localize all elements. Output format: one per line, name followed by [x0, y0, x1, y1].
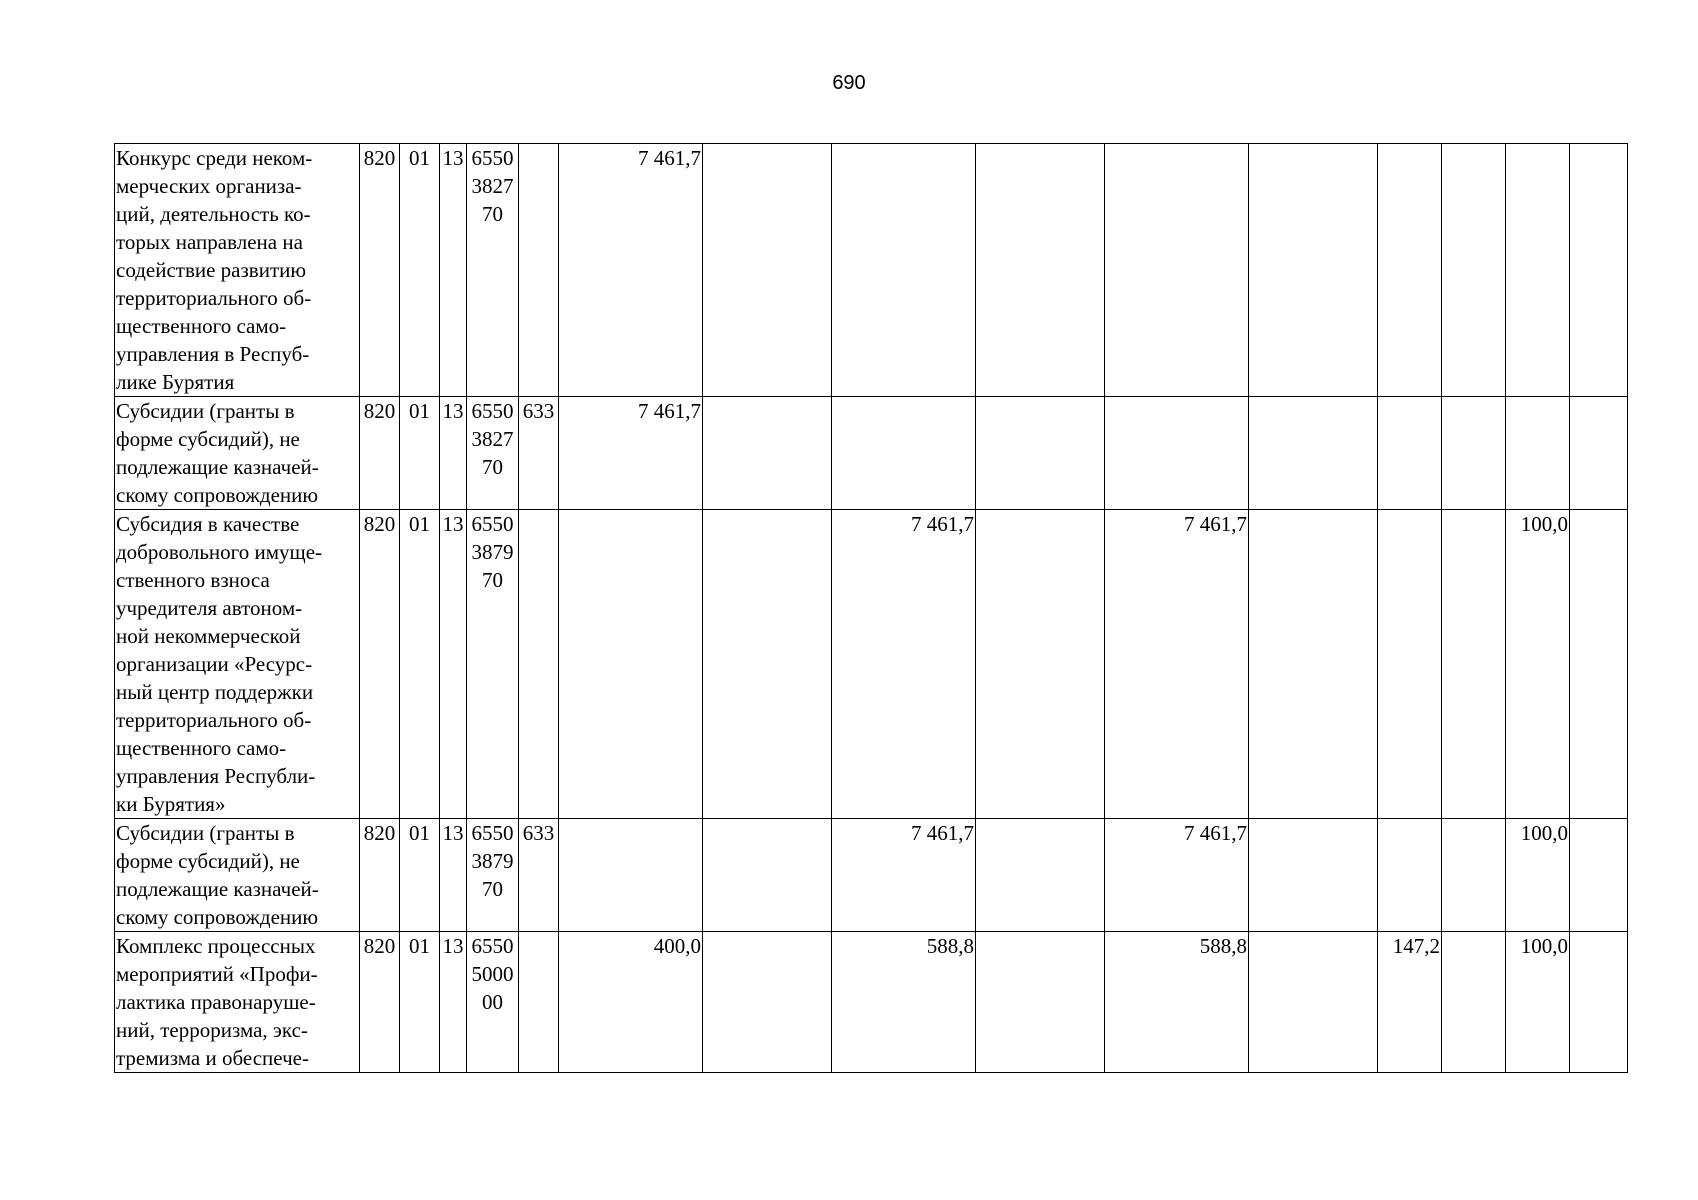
item-name-cell: Конкурс среди неком- мерческих организа- ций, деятельность ко- торых направлена на содействие развитию территориального об- щественного само- управления в Респуб- лике Бурятия	[115, 144, 360, 397]
subsection-code-cell: 13	[440, 397, 467, 510]
amount-cell-8	[1442, 144, 1506, 397]
subsection-code-cell: 13	[440, 932, 467, 1073]
target-article-cell: 6550 3879 70	[467, 819, 519, 932]
amount-cell-6	[1249, 397, 1378, 510]
amount-cell-7	[1378, 397, 1442, 510]
amount-cell-8	[1442, 510, 1506, 819]
amount-cell-5: 588,8	[1105, 932, 1249, 1073]
amount-cell-8	[1442, 932, 1506, 1073]
amount-cell-9: 100,0	[1506, 932, 1570, 1073]
target-article-cell: 6550 3879 70	[467, 510, 519, 819]
table-row	[115, 397, 1628, 510]
target-article-cell: 6550 3827 70	[467, 397, 519, 510]
section-code-cell: 01	[400, 932, 440, 1073]
amount-cell-4	[976, 397, 1105, 510]
amount-cell-2	[703, 510, 832, 819]
grbs-code-cell: 820	[360, 819, 400, 932]
amount-cell-8	[1442, 397, 1506, 510]
section-code-cell: 01	[400, 144, 440, 397]
table-row	[115, 144, 1628, 397]
amount-cell-6	[1249, 819, 1378, 932]
expense-type-cell	[519, 932, 559, 1073]
subsection-code-cell: 13	[440, 144, 467, 397]
expense-type-cell	[519, 144, 559, 397]
amount-cell-3	[832, 397, 976, 510]
grbs-code-cell: 820	[360, 510, 400, 819]
amount-cell-7: 147,2	[1378, 932, 1442, 1073]
item-name-cell: Субсидия в качестве добровольного имуще- ственного взноса учредителя автоном- ной некоммерческой организации «Ресурс- ный центр поддержки территориального об- щественного само- управления Республи- ки Бурятия»	[115, 510, 360, 819]
amount-cell-10	[1570, 510, 1628, 819]
section-code-cell: 01	[400, 819, 440, 932]
amount-cell-2	[703, 144, 832, 397]
amount-cell-5	[1105, 397, 1249, 510]
amount-cell-1: 7 461,7	[559, 397, 703, 510]
amount-cell-1: 7 461,7	[559, 144, 703, 397]
expense-type-cell: 633	[519, 397, 559, 510]
grbs-code-cell: 820	[360, 397, 400, 510]
subsection-code-cell: 13	[440, 819, 467, 932]
amount-cell-7	[1378, 144, 1442, 397]
section-code-cell: 01	[400, 397, 440, 510]
item-name-cell: Субсидии (гранты в форме субсидий), не подлежащие казначей- скому сопровождению	[115, 397, 360, 510]
amount-cell-3: 7 461,7	[832, 819, 976, 932]
amount-cell-9: 100,0	[1506, 510, 1570, 819]
target-article-cell: 6550 5000 00	[467, 932, 519, 1073]
expense-type-cell	[519, 510, 559, 819]
amount-cell-9: 100,0	[1506, 819, 1570, 932]
page-number: 690	[832, 72, 866, 94]
amount-cell-7	[1378, 510, 1442, 819]
amount-cell-4	[976, 932, 1105, 1073]
budget-table	[114, 143, 1628, 1073]
amount-cell-8	[1442, 819, 1506, 932]
amount-cell-4	[976, 510, 1105, 819]
amount-cell-5: 7 461,7	[1105, 510, 1249, 819]
amount-cell-2	[703, 819, 832, 932]
amount-cell-5	[1105, 144, 1249, 397]
amount-cell-9	[1506, 144, 1570, 397]
amount-cell-3: 588,8	[832, 932, 976, 1073]
amount-cell-6	[1249, 510, 1378, 819]
amount-cell-10	[1570, 932, 1628, 1073]
table-row	[115, 932, 1628, 1073]
amount-cell-1: 400,0	[559, 932, 703, 1073]
amount-cell-10	[1570, 819, 1628, 932]
amount-cell-4	[976, 144, 1105, 397]
amount-cell-4	[976, 819, 1105, 932]
amount-cell-9	[1506, 397, 1570, 510]
amount-cell-6	[1249, 932, 1378, 1073]
item-name-cell: Субсидии (гранты в форме субсидий), не подлежащие казначей- скому сопровождению	[115, 819, 360, 932]
amount-cell-7	[1378, 819, 1442, 932]
amount-cell-1	[559, 510, 703, 819]
amount-cell-10	[1570, 144, 1628, 397]
amount-cell-2	[703, 932, 832, 1073]
amount-cell-1	[559, 819, 703, 932]
expense-type-cell: 633	[519, 819, 559, 932]
table-row	[115, 510, 1628, 819]
table-row	[115, 819, 1628, 932]
amount-cell-6	[1249, 144, 1378, 397]
amount-cell-10	[1570, 397, 1628, 510]
grbs-code-cell: 820	[360, 144, 400, 397]
grbs-code-cell: 820	[360, 932, 400, 1073]
target-article-cell: 6550 3827 70	[467, 144, 519, 397]
amount-cell-3	[832, 144, 976, 397]
subsection-code-cell: 13	[440, 510, 467, 819]
amount-cell-3: 7 461,7	[832, 510, 976, 819]
amount-cell-2	[703, 397, 832, 510]
table-body	[115, 144, 1628, 1073]
item-name-cell: Комплекс процессных мероприятий «Профи- лактика правонаруше- ний, терроризма, экс- тремизма и обеспече-	[115, 932, 360, 1073]
section-code-cell: 01	[400, 510, 440, 819]
amount-cell-5: 7 461,7	[1105, 819, 1249, 932]
